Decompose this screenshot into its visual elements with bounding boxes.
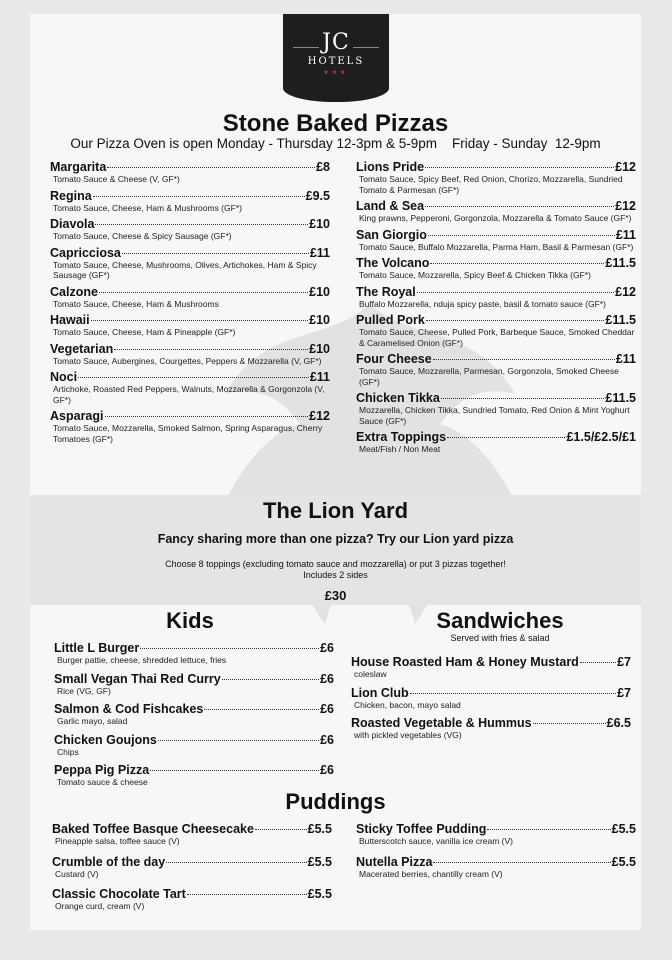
menu-item (50, 246, 330, 281)
menu-item-name: The Volcano (356, 256, 430, 270)
menu-item (356, 855, 636, 880)
menu-item (52, 855, 332, 880)
menu-item (356, 285, 636, 310)
menu-item-price: £11 (309, 245, 330, 260)
dot-leader (425, 206, 614, 207)
dot-leader (187, 894, 307, 895)
menu-item-price: £5.5 (611, 854, 636, 869)
menu-item-name: Four Cheese (356, 352, 432, 366)
menu-item-name: Pulled Pork (356, 313, 425, 327)
menu-item-description: Tomato Sauce, Spicy Beef, Red Onion, Chorizo, Mozzarella, Sundried Tomato & Parmesan (GF*) (359, 174, 623, 195)
dot-leader (410, 693, 616, 694)
menu-item (50, 160, 330, 185)
menu-item-description: Mozzarella, Chicken Tikka, Sundried Tomato, Red Onion & Mint Yoghurt Sauce (GF*) (359, 405, 630, 426)
sandwiches-subtitle: Served with fries & salad (450, 633, 550, 643)
menu-item-description: with pickled vegetables (VG) (354, 730, 462, 740)
menu-item-row (52, 855, 332, 869)
menu-item-price: £6 (320, 732, 334, 747)
menu-item-row (356, 160, 636, 174)
dot-leader (150, 770, 319, 771)
menu-item-row (50, 370, 330, 384)
menu-item-row (54, 672, 334, 686)
menu-item (351, 716, 631, 741)
menu-item (356, 199, 636, 224)
dot-leader (93, 196, 305, 197)
pizzas-title: Stone Baked Pizzas (222, 110, 449, 137)
dot-leader (417, 292, 614, 293)
menu-item-row (50, 342, 330, 356)
dot-leader (533, 723, 606, 724)
menu-item (351, 655, 631, 680)
menu-item-name: Small Vegan Thai Red Curry (54, 671, 221, 686)
menu-item-description: Pineapple salsa, toffee sauce (V) (55, 836, 180, 846)
dot-leader (122, 253, 309, 254)
menu-item-name: Salmon & Cod Fishcakes (54, 702, 204, 716)
menu-item (50, 217, 330, 242)
menu-item-description: Tomato Sauce, Cheese, Mushrooms, Olives, Artichokes, Ham & Spicy Sausage (GF*) (53, 259, 317, 280)
menu-item-name: Calzone (50, 284, 98, 299)
menu-page (30, 14, 641, 930)
menu-item-description: Tomato Sauce, Mozzarella, Smoked Salmon, Spring Asparagus, Cherry Tomatoes (GF*) (53, 423, 323, 444)
menu-item-row (50, 246, 330, 260)
menu-item (50, 313, 330, 338)
menu-item (356, 822, 636, 847)
lion-yard-price: £30 (324, 588, 347, 603)
menu-item-price: £11 (309, 370, 330, 384)
menu-item-price: £11 (615, 352, 636, 366)
menu-item (50, 370, 330, 405)
menu-item-price: £11 (615, 227, 636, 242)
menu-item-description: Chicken, bacon, mayo salad (354, 699, 461, 710)
menu-item-description: Artichoke, Roasted Red Peppers, Walnuts, Mozzarella & Gorgonzola (V, GF*) (53, 384, 325, 405)
menu-item-name: Regina (50, 188, 92, 203)
menu-item-price: £6 (320, 702, 334, 716)
menu-item-row (351, 686, 631, 700)
menu-item-row (50, 217, 330, 231)
lion-yard-desc1: Choose 8 toppings (excluding tomato sauce and mozzarella) or put 3 pizzas together! (165, 559, 506, 569)
menu-item (356, 313, 636, 348)
menu-item-price: £1.5/£2.5/£1 (566, 430, 636, 444)
sandwiches-title: Sandwiches (436, 608, 564, 633)
dot-leader (580, 662, 616, 663)
menu-item-name: Nutella Pizza (356, 854, 433, 869)
menu-item-name: Sticky Toffee Pudding (356, 822, 487, 836)
pizza-oven-hours: Our Pizza Oven is open Monday - Thursday 12-3pm & 5-9pm Friday - Sunday 12-9pm (70, 136, 601, 151)
puddings-list-right (356, 822, 636, 887)
lion-yard-tagline: Fancy sharing more than one pizza? Try our Lion yard pizza (157, 532, 514, 546)
menu-item-description: Tomato sauce & cheese (57, 777, 148, 787)
menu-item-name: Lions Pride (356, 160, 425, 174)
menu-item-price: £11.5 (605, 391, 636, 405)
menu-item (52, 887, 332, 912)
kids-title: Kids (166, 608, 214, 633)
menu-item-price: £8 (316, 160, 330, 174)
menu-item-row (356, 430, 636, 444)
menu-item (356, 160, 636, 195)
lion-yard-title: The Lion Yard (262, 498, 409, 523)
dot-leader (433, 862, 610, 863)
logo-stars: ★★★ (323, 69, 349, 76)
dot-leader (426, 320, 605, 321)
menu-item-row (356, 285, 636, 299)
menu-item-row (54, 733, 334, 747)
dot-leader (78, 377, 309, 378)
dot-leader (441, 398, 605, 399)
menu-item-description: Garlic mayo, salad (57, 716, 128, 726)
menu-item-row (50, 160, 330, 174)
menu-item-description: Tomato Sauce, Aubergines, Courgettes, Peppers & Mozzarella (V, GF*) (53, 355, 322, 366)
menu-item-name: Capricciosa (50, 245, 121, 260)
menu-item (356, 256, 636, 281)
menu-item-row (356, 256, 636, 270)
menu-item-row (356, 391, 636, 405)
dot-leader (114, 349, 308, 350)
menu-item-row (356, 228, 636, 242)
sandwiches-list (351, 655, 631, 747)
menu-item-name: Chicken Goujons (54, 732, 157, 747)
menu-item-row (356, 313, 636, 327)
menu-item-name: Land & Sea (356, 199, 425, 213)
menu-item-price: £6 (320, 763, 334, 777)
menu-item-price: £7 (617, 685, 631, 700)
menu-item-price: £6 (320, 641, 334, 655)
menu-item-name: Noci (50, 370, 78, 384)
menu-item-price: £12 (615, 199, 636, 213)
jc-hotels-logo (283, 14, 389, 102)
menu-item-row (52, 822, 332, 836)
dot-leader (430, 263, 604, 264)
menu-item (356, 430, 636, 455)
menu-item-row (50, 313, 330, 327)
menu-item-description: Tomato Sauce, Cheese, Pulled Pork, Barbeque Sauce, Smoked Cheddar & Caramelised Onion (GF*) (359, 327, 635, 348)
dot-leader (433, 359, 615, 360)
menu-item-price: £6.5 (606, 716, 631, 730)
menu-item-description: Tomato Sauce, Cheese & Spicy Sausage (GF*) (53, 231, 232, 241)
menu-item-description: coleslaw (354, 669, 387, 679)
menu-item-name: Classic Chocolate Tart (52, 887, 186, 901)
menu-item-row (50, 285, 330, 299)
menu-item (54, 702, 334, 727)
menu-item-price: £10 (309, 284, 330, 299)
dot-leader (255, 829, 307, 830)
menu-item-name: San Giorgio (356, 227, 427, 242)
menu-item-price: £10 (309, 341, 330, 356)
dot-leader (425, 167, 614, 168)
logo-line2: HOTELS (307, 56, 365, 67)
menu-item-description: King prawns, Pepperoni, Gorgonzola, Mozzarella & Tomato Sauce (GF*) (359, 213, 632, 223)
menu-item (50, 342, 330, 367)
menu-item-name: The Royal (356, 284, 416, 299)
menu-item (50, 189, 330, 214)
menu-item-name: Hawaii (50, 313, 90, 327)
dot-leader (107, 167, 315, 168)
dot-leader (447, 437, 565, 438)
menu-item (54, 763, 334, 788)
menu-item-row (52, 887, 332, 901)
dot-leader (204, 709, 319, 710)
menu-item-price: £10 (309, 217, 330, 231)
menu-item-description: Custard (V) (55, 868, 99, 879)
menu-item (52, 822, 332, 847)
menu-item (356, 391, 636, 426)
menu-item-description: Buffalo Mozzarella, nduja spicy paste, basil & tomato sauce (GF*) (359, 298, 606, 309)
dot-leader (166, 862, 306, 863)
menu-item-row (356, 352, 636, 366)
menu-item-name: Chicken Tikka (356, 391, 440, 405)
menu-item-price: £12 (309, 409, 330, 423)
menu-item-name: Peppa Pig Pizza (54, 763, 150, 777)
menu-item-name: Baked Toffee Basque Cheesecake (52, 822, 254, 836)
dot-leader (487, 829, 610, 830)
menu-item-description: Chips (57, 746, 79, 757)
menu-item-name: Crumble of the day (52, 854, 166, 869)
dot-leader (105, 416, 309, 417)
menu-item-price: £5.5 (307, 887, 332, 901)
menu-item-name: Lion Club (351, 685, 409, 700)
menu-item-description: Tomato Sauce, Cheese, Ham & Pineapple (GF*) (53, 327, 236, 337)
menu-item-price: £5.5 (307, 854, 332, 869)
kids-list (54, 641, 334, 794)
menu-item-description: Rice (VG, GF) (57, 685, 111, 696)
menu-item-description: Tomato Sauce, Cheese, Ham & Mushrooms (53, 298, 219, 309)
dot-leader (428, 235, 615, 236)
menu-item-row (50, 409, 330, 423)
menu-item (54, 641, 334, 666)
dot-leader (158, 740, 319, 741)
logo-line1: JC (322, 30, 350, 55)
dot-leader (99, 292, 308, 293)
menu-item-name: Asparagi (50, 409, 104, 423)
menu-item-price: £12 (615, 284, 636, 299)
menu-item-row (351, 655, 631, 669)
menu-item (50, 285, 330, 310)
menu-item-description: Tomato Sauce & Cheese (V, GF*) (53, 174, 180, 184)
menu-item (54, 672, 334, 697)
menu-item-row (356, 199, 636, 213)
menu-item-description: Orange curd, cream (V) (55, 901, 145, 911)
menu-item-row (54, 641, 334, 655)
pizza-list-left (50, 160, 330, 448)
menu-item-row (351, 716, 631, 730)
menu-item-name: Roasted Vegetable & Hummus (351, 716, 532, 730)
pizza-list-right (356, 160, 636, 459)
menu-item-description: Burger pattie, cheese, shredded lettuce, fries (57, 655, 227, 665)
menu-item-price: £7 (617, 655, 631, 669)
menu-item (356, 228, 636, 253)
menu-item-price: £6 (320, 671, 334, 686)
menu-item-name: Extra Toppings (356, 430, 447, 444)
menu-item-description: Macerated berries, chantilly cream (V) (359, 868, 503, 879)
puddings-title: Puddings (285, 789, 386, 814)
menu-item-row (54, 763, 334, 777)
menu-item-description: Tomato Sauce, Buffalo Mozzarella, Parma Ham, Basil & Parmesan (GF*) (359, 241, 634, 252)
lion-yard-desc2: Includes 2 sides (303, 570, 368, 580)
menu-item (54, 733, 334, 758)
menu-item-description: Tomato Sauce, Mozzarella, Spicy Beef & Chicken Tikka (GF*) (359, 270, 591, 280)
menu-item-name: Little L Burger (54, 641, 140, 655)
menu-item-description: Tomato Sauce, Cheese, Ham & Mushrooms (GF*) (53, 202, 242, 213)
dot-leader (222, 679, 319, 680)
menu-item-name: Margarita (50, 160, 107, 174)
menu-item-name: Vegetarian (50, 341, 114, 356)
menu-item-row (50, 189, 330, 203)
menu-item-description: Meat/Fish / Non Meat (359, 444, 441, 454)
menu-item-price: £12 (615, 160, 636, 174)
menu-item-price: £5.5 (307, 822, 332, 836)
menu-item-description: Tomato Sauce, Mozzarella, Parmesan, Gorgonzola, Smoked Cheese (GF*) (359, 366, 619, 387)
menu-item-name: Diavola (50, 217, 95, 231)
menu-item-price: £10 (309, 313, 330, 327)
dot-leader (140, 648, 319, 649)
menu-item (351, 686, 631, 711)
menu-item-row (356, 822, 636, 836)
menu-item-name: House Roasted Ham & Honey Mustard (351, 655, 579, 669)
menu-item-price: £5.5 (611, 822, 636, 836)
menu-item (50, 409, 330, 444)
menu-item-price: £9.5 (305, 188, 330, 203)
menu-item (356, 352, 636, 387)
menu-item-description: Butterscotch sauce, vanilla ice cream (V) (359, 836, 514, 846)
puddings-list-left (52, 822, 332, 920)
menu-item-row (356, 855, 636, 869)
menu-item-price: £11.5 (605, 256, 636, 270)
dot-leader (91, 320, 309, 321)
menu-item-row (54, 702, 334, 716)
menu-item-price: £11.5 (605, 313, 636, 327)
dot-leader (95, 224, 308, 225)
